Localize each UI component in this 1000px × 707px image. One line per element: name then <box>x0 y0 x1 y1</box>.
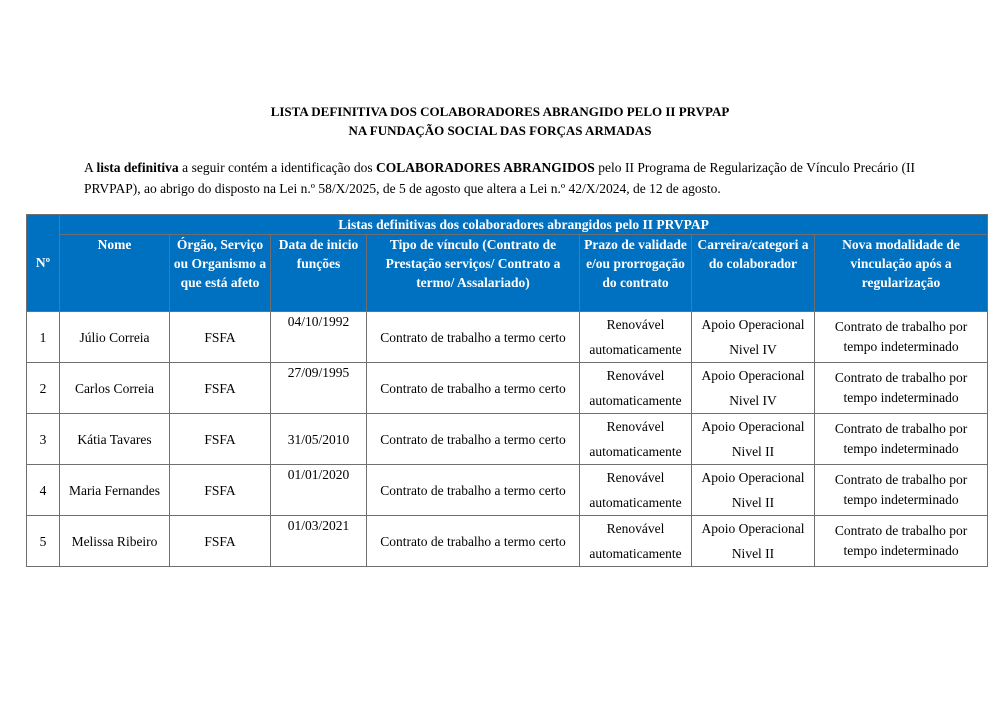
collaborators-table <box>26 214 988 567</box>
table-row <box>27 516 988 567</box>
table-caption: Listas definitivas dos colaboradores abrangidos pelo II PRVPAP <box>60 215 988 235</box>
prazo-bottom: automaticamente <box>589 546 682 561</box>
intro-text-2: a seguir contém a identificação dos <box>178 160 377 175</box>
prazo-top: Renovável <box>606 521 665 536</box>
carreira-top: Apoio Operacional <box>701 419 805 434</box>
cell-modalidade: Contrato de trabalho por tempo indeterminado <box>815 312 988 363</box>
cell-tipo: Contrato de trabalho a termo certo <box>367 516 580 567</box>
carreira-top: Apoio Operacional <box>701 521 805 536</box>
cell-nome: Melissa Ribeiro <box>60 516 170 567</box>
cell-orgao: FSFA <box>170 312 271 363</box>
header-num: Nº <box>27 215 60 312</box>
cell-modalidade: Contrato de trabalho por tempo indeterminado <box>815 414 988 465</box>
carreira-top: Apoio Operacional <box>701 470 805 485</box>
cell-carreira <box>692 363 815 414</box>
header-prazo: Prazo de validade e/ou prorrogação do contrato <box>580 235 692 312</box>
cell-orgao: FSFA <box>170 363 271 414</box>
cell-tipo: Contrato de trabalho a termo certo <box>367 414 580 465</box>
header-carreira: Carreira/categori a do colaborador <box>692 235 815 312</box>
cell-modalidade: Contrato de trabalho por tempo indeterminado <box>815 516 988 567</box>
carreira-bottom: Nivel II <box>731 444 775 459</box>
header-data: Data de inicio funções <box>271 235 367 312</box>
prazo-bottom: automaticamente <box>589 444 682 459</box>
table-row <box>27 312 988 363</box>
cell-num: 2 <box>27 363 60 414</box>
cell-tipo: Contrato de trabalho a termo certo <box>367 465 580 516</box>
prazo-top: Renovável <box>606 470 665 485</box>
carreira-bottom: Nivel II <box>731 495 775 510</box>
cell-nome: Carlos Correia <box>60 363 170 414</box>
cell-num: 1 <box>27 312 60 363</box>
header-modalidade: Nova modalidade de vinculação após a regularização <box>815 235 988 312</box>
document-title <box>0 102 1000 140</box>
cell-num: 3 <box>27 414 60 465</box>
cell-nome: Maria Fernandes <box>60 465 170 516</box>
carreira-top: Apoio Operacional <box>701 368 805 383</box>
cell-data: 01/03/2021 <box>271 516 367 567</box>
cell-data: 04/10/1992 <box>271 312 367 363</box>
cell-orgao: FSFA <box>170 465 271 516</box>
cell-data: 01/01/2020 <box>271 465 367 516</box>
cell-tipo: Contrato de trabalho a termo certo <box>367 363 580 414</box>
cell-tipo: Contrato de trabalho a termo certo <box>367 312 580 363</box>
intro-text-1: A <box>84 160 97 175</box>
carreira-bottom: Nivel II <box>731 546 775 561</box>
cell-num: 4 <box>27 465 60 516</box>
cell-prazo <box>580 363 692 414</box>
carreira-top: Apoio Operacional <box>701 317 805 332</box>
table-row <box>27 414 988 465</box>
header-nome: Nome <box>60 235 170 312</box>
prazo-bottom: automaticamente <box>589 393 682 408</box>
intro-bold-1: lista definitiva <box>96 160 179 175</box>
cell-carreira <box>692 414 815 465</box>
cell-carreira <box>692 465 815 516</box>
cell-prazo <box>580 516 692 567</box>
table-row <box>27 363 988 414</box>
header-tipo: Tipo de vínculo (Contrato de Prestação serviços/ Contrato a termo/ Assalariado) <box>367 235 580 312</box>
carreira-bottom: Nivel IV <box>729 393 777 408</box>
cell-data: 31/05/2010 <box>271 414 367 465</box>
intro-text-3: pelo II Programa de Regularização de Vínculo Precário (II PRVPAP), ao abrigo do disposto na Lei n.º 58/X/2025, de 5 de agosto que altera a Lei n.º 42/X/2024, de 12 de agosto. <box>84 160 915 196</box>
cell-nome: Kátia Tavares <box>60 414 170 465</box>
prazo-top: Renovável <box>606 317 665 332</box>
header-orgao: Órgão, Serviço ou Organismo a que está afeto <box>170 235 271 312</box>
cell-prazo <box>580 465 692 516</box>
prazo-top: Renovável <box>606 368 665 383</box>
cell-orgao: FSFA <box>170 414 271 465</box>
cell-nome: Júlio Correia <box>60 312 170 363</box>
title-line-2: NA FUNDAÇÃO SOCIAL DAS FORÇAS ARMADAS <box>348 123 652 138</box>
cell-modalidade: Contrato de trabalho por tempo indeterminado <box>815 363 988 414</box>
cell-data: 27/09/1995 <box>271 363 367 414</box>
cell-orgao: FSFA <box>170 516 271 567</box>
intro-paragraph <box>84 157 915 199</box>
prazo-bottom: automaticamente <box>589 495 682 510</box>
cell-modalidade: Contrato de trabalho por tempo indeterminado <box>815 465 988 516</box>
title-line-1: LISTA DEFINITIVA DOS COLABORADORES ABRANGIDO PELO II PRVPAP <box>270 104 730 119</box>
cell-carreira <box>692 516 815 567</box>
cell-prazo <box>580 312 692 363</box>
table-row <box>27 465 988 516</box>
prazo-top: Renovável <box>606 419 665 434</box>
cell-prazo <box>580 414 692 465</box>
prazo-bottom: automaticamente <box>589 342 682 357</box>
cell-carreira <box>692 312 815 363</box>
cell-num: 5 <box>27 516 60 567</box>
intro-bold-2: COLABORADORES ABRANGIDOS <box>376 160 595 175</box>
carreira-bottom: Nivel IV <box>729 342 777 357</box>
